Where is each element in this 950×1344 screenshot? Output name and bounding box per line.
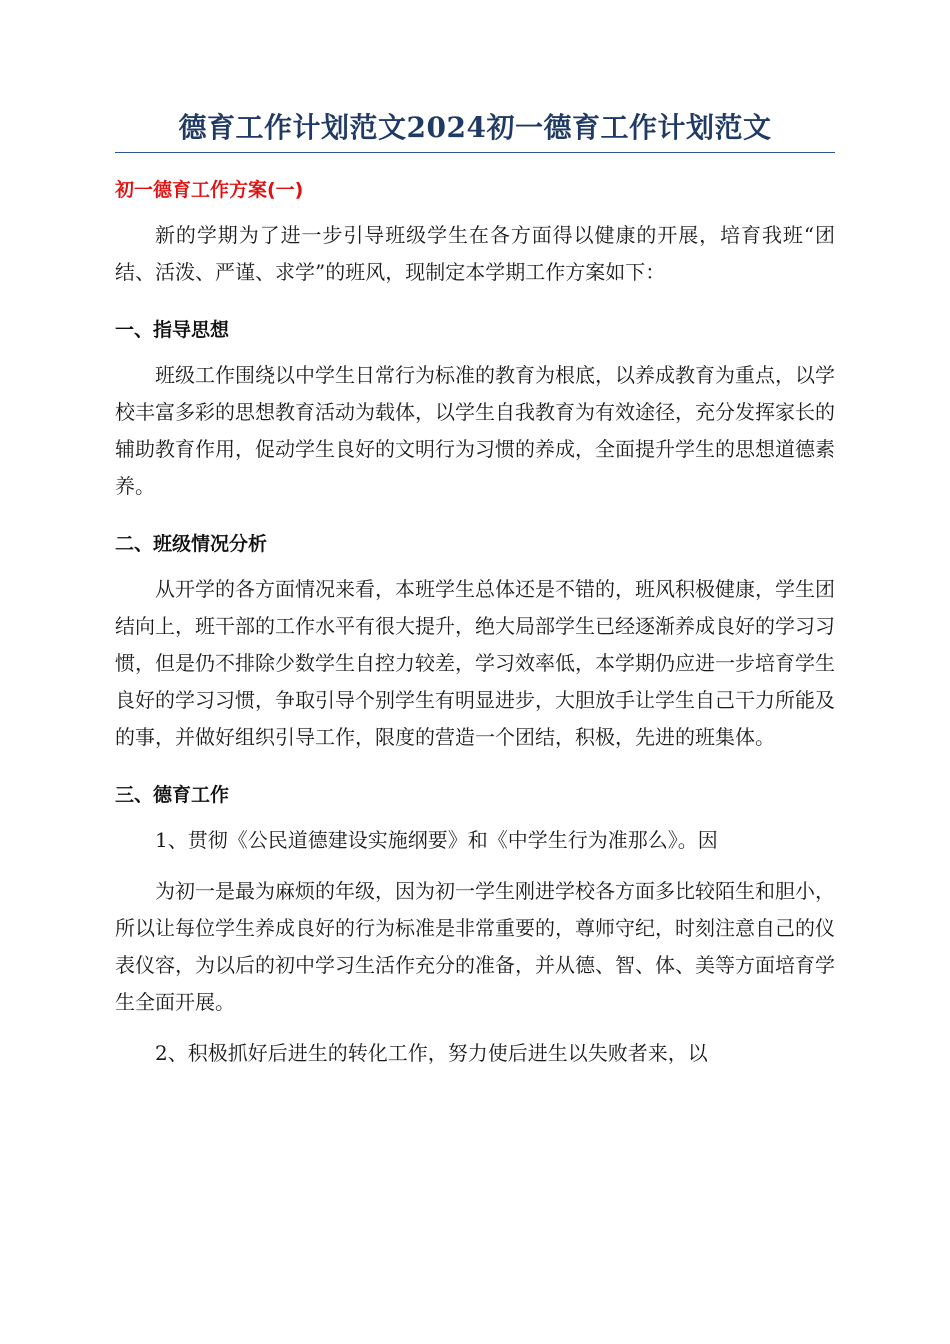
document-page	[115, 108, 835, 1072]
section-paragraph: 2、积极抓好后进生的转化工作，努力使后进生以失败者来，以	[155, 1041, 708, 1065]
section-heading-moral-education: 三、德育工作	[115, 784, 230, 806]
section-paragraph: 班级工作围绕以中学生日常行为标准的教育为根底，以养成教育为重点，以学校丰富多彩的思想教育活动为载体，以学生自我教育为有效途径，充分发挥家长的辅助教育作用，促动学生良好的文明行为习惯的养成，全面提升学生的思想道德素养。	[115, 363, 835, 498]
section-paragraph: 从开学的各方面情况来看，本班学生总体还是不错的，班风积极健康，学生团结向上，班干部的工作水平有很大提升，绝大局部学生已经逐渐养成良好的学习习惯，但是仍不排除少数学生自控力较差，学习效率低，本学期仍应进一步培育学生良好的学习习惯，争取引导个别学生有明显进步，大胆放手让学生自己干力所能及的事，并做好组织引导工作，限度的营造一个团结，积极，先进的班集体。	[115, 577, 835, 749]
section-heading-guiding-ideology: 一、指导思想	[115, 319, 230, 341]
section-paragraph: 1、贯彻《公民道德建设实施纲要》和《中学生行为准那么》。因	[155, 828, 718, 852]
section-heading-class-analysis: 二、班级情况分析	[115, 533, 268, 555]
intro-paragraph: 新的学期为了进一步引导班级学生在各方面得以健康的开展，培育我班“团结、活泼、严谨、求学”的班风，现制定本学期工作方案如下：	[115, 223, 835, 284]
plan-subtitle: 初一德育工作方案(一)	[115, 179, 304, 201]
document-title: 德育工作计划范文2024初一德育工作计划范文	[115, 108, 835, 153]
section-paragraph: 为初一是最为麻烦的年级，因为初一学生刚进学校各方面多比较陌生和胆小，所以让每位学生养成良好的行为标准是非常重要的，尊师守纪，时刻注意自己的仪表仪容，为以后的初中学习生活作充分的准备，并从德、智、体、美等方面培育学生全面开展。	[115, 879, 835, 1014]
